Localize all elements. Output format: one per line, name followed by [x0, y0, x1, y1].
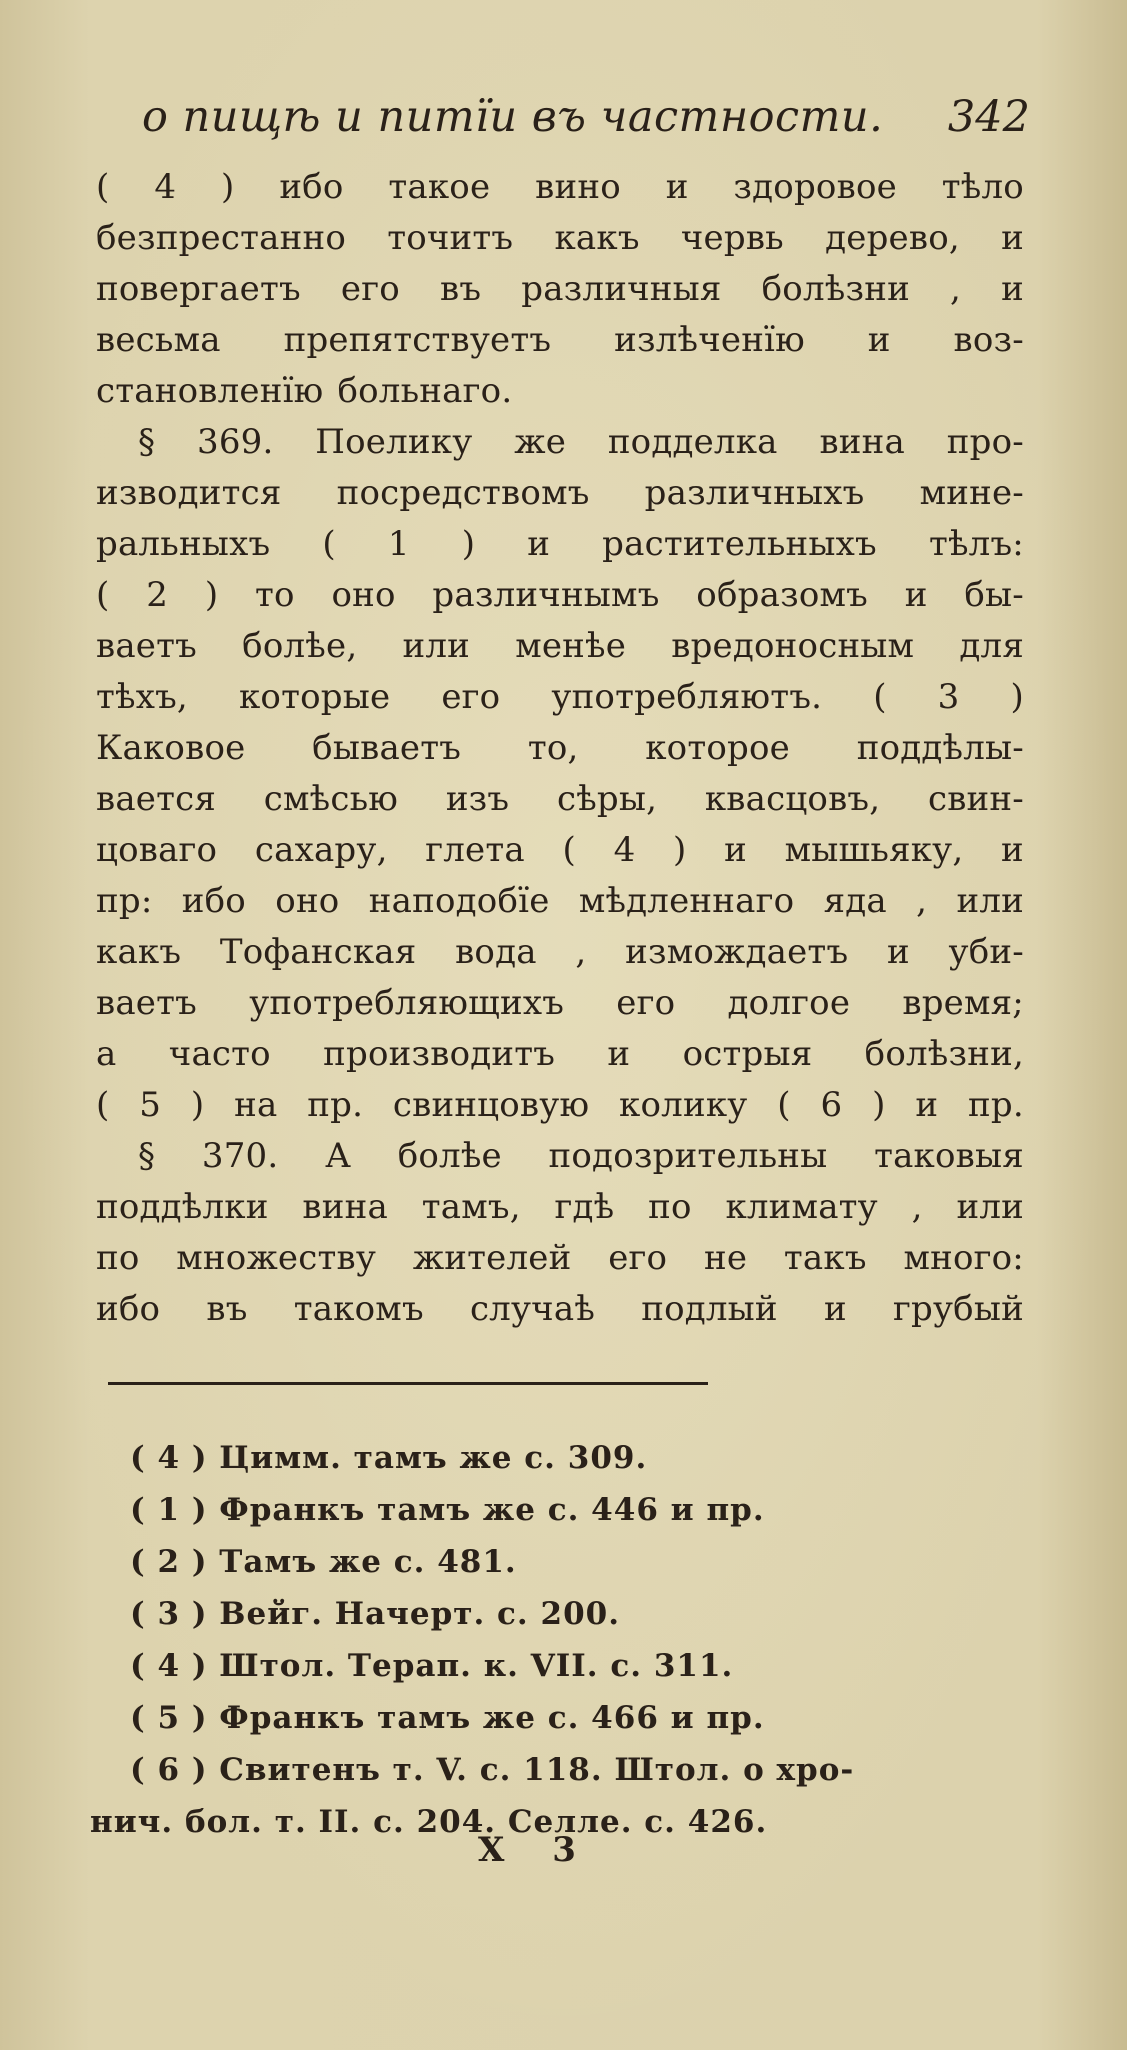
word: по: [96, 1238, 140, 1278]
word: весьма: [96, 320, 221, 360]
word: такомъ: [293, 1289, 424, 1329]
word: и: [665, 167, 689, 207]
word: оно: [331, 575, 396, 615]
word: сѣры,: [556, 779, 658, 819]
word: ральныхъ: [96, 524, 271, 564]
footnote: ( 4 ) Цимм. тамъ же с. 309.: [130, 1440, 648, 1476]
text-line: [96, 519, 1024, 570]
text-line: [96, 1029, 1024, 1080]
word: точитъ: [387, 218, 514, 258]
word: менѣе: [515, 626, 627, 666]
word: вредоносным: [671, 626, 915, 666]
word: пр.: [968, 1085, 1024, 1125]
word: ): [872, 1085, 886, 1125]
word: §: [138, 1136, 156, 1176]
text-line: [96, 621, 1024, 672]
word: болѣе,: [242, 626, 358, 666]
word: ): [204, 575, 219, 615]
word: ,: [950, 269, 962, 309]
word: или: [956, 881, 1024, 921]
word: ,: [575, 932, 587, 972]
word: болѣе: [397, 1136, 502, 1176]
word: и: [1001, 830, 1024, 870]
word: глета: [425, 830, 525, 870]
word: ибо: [279, 167, 344, 207]
word: Поелику: [315, 422, 473, 462]
word: излѣченїю: [614, 320, 805, 360]
word: вино: [535, 167, 621, 207]
word: такое: [388, 167, 491, 207]
word: здоровое: [733, 167, 897, 207]
word: его: [608, 1238, 668, 1278]
word: образомъ: [696, 575, 868, 615]
word: различныя: [521, 269, 722, 309]
word: препятствуетъ: [283, 320, 552, 360]
word: или: [956, 1187, 1024, 1227]
word: или: [402, 626, 471, 666]
word: ваетъ: [96, 626, 197, 666]
word: и: [1001, 269, 1024, 309]
footnote: ( 5 ) Франкъ тамъ же с. 466 и пр.: [130, 1700, 765, 1736]
text-line: [96, 1080, 1024, 1131]
text-line: [96, 417, 1024, 468]
word: (: [96, 575, 110, 615]
word: пр:: [96, 881, 153, 921]
word: и: [823, 1289, 847, 1329]
word: подделка: [607, 422, 778, 462]
word: посредствомъ: [336, 473, 590, 513]
word: наподобїе: [368, 881, 550, 921]
text-line: [96, 1284, 1024, 1335]
word: по: [648, 1187, 692, 1227]
word: воз-: [953, 320, 1024, 360]
word: вода: [455, 932, 537, 972]
word: 4: [154, 167, 177, 207]
text-line: [96, 366, 1024, 417]
page-number: 342: [947, 92, 1030, 142]
footnote-separator: [108, 1382, 708, 1385]
word: его: [616, 983, 676, 1023]
word: (: [562, 830, 576, 870]
word: Каковое: [96, 728, 246, 768]
word: 1: [387, 524, 410, 564]
word: различнымъ: [432, 575, 660, 615]
text-line: [96, 672, 1024, 723]
word: ): [461, 524, 476, 564]
word: цоваго: [96, 830, 218, 870]
word: производитъ: [323, 1034, 556, 1074]
word: безпрестанно: [96, 218, 346, 258]
word: вина: [302, 1187, 388, 1227]
word: изводится: [96, 473, 282, 513]
word: тѣлъ:: [928, 524, 1024, 564]
word: и: [724, 830, 748, 870]
word: Тофанская: [219, 932, 417, 972]
word: про-: [946, 422, 1024, 462]
word: болѣзни: [761, 269, 910, 309]
word: грубый: [892, 1289, 1024, 1329]
word: бываетъ: [312, 728, 462, 768]
signature-mark: X 3: [478, 1830, 594, 1870]
text-line: [96, 774, 1024, 825]
word: болѣзни,: [864, 1034, 1024, 1074]
word: вается: [96, 779, 217, 819]
word: острыя: [682, 1034, 813, 1074]
text-line: [96, 1233, 1024, 1284]
running-header: [130, 92, 1030, 162]
word: изъ: [445, 779, 510, 819]
word: въ: [439, 269, 482, 309]
word: мѣдленнаго: [578, 881, 795, 921]
word: колику: [619, 1085, 748, 1125]
footnote: ( 2 ) Тамъ же с. 481.: [130, 1544, 517, 1580]
word: подлый: [641, 1289, 778, 1329]
text-line: [96, 162, 1024, 213]
word: для: [959, 626, 1024, 666]
word: 5: [139, 1085, 162, 1125]
word: 4: [613, 830, 636, 870]
word: А: [325, 1136, 352, 1176]
word: ): [221, 167, 235, 207]
word: ): [190, 1085, 205, 1125]
word: ибо: [96, 1289, 161, 1329]
word: такъ: [783, 1238, 867, 1278]
word: ): [1010, 677, 1024, 717]
word: которое: [645, 728, 790, 768]
word: на: [234, 1085, 278, 1125]
text-line: [96, 1131, 1024, 1182]
word: растительныхъ: [602, 524, 877, 564]
text-line: [96, 1182, 1024, 1233]
word: сахару,: [254, 830, 388, 870]
word: становленїю: [96, 371, 324, 411]
footnote: ( 1 ) Франкъ тамъ же с. 446 и пр.: [130, 1492, 765, 1528]
word: много:: [903, 1238, 1024, 1278]
word: повергаетъ: [96, 269, 301, 309]
word: (: [322, 524, 336, 564]
word: какъ: [554, 218, 640, 258]
word: 369.: [196, 422, 274, 462]
word: ): [673, 830, 687, 870]
word: 2: [146, 575, 169, 615]
word: и: [867, 320, 891, 360]
word: гдѣ: [554, 1187, 615, 1227]
word: 3: [937, 677, 960, 717]
word: 370.: [201, 1136, 279, 1176]
text-line: [96, 315, 1024, 366]
word: и: [1001, 218, 1024, 258]
word: въ: [206, 1289, 248, 1329]
word: а: [96, 1034, 117, 1074]
running-title: о пищѣ и питїи въ частности.: [142, 92, 884, 142]
word: климату: [725, 1187, 878, 1227]
word: какъ: [96, 932, 182, 972]
footnotes: [90, 1432, 1030, 1848]
word: (: [777, 1085, 791, 1125]
word: время;: [902, 983, 1024, 1023]
word: различныхъ: [644, 473, 865, 513]
word: (: [96, 167, 110, 207]
main-text: [96, 162, 1024, 1335]
text-line: [96, 213, 1024, 264]
footnote: ( 4 ) Штол. Терап. к. VII. с. 311.: [130, 1648, 734, 1684]
word: мышьяку,: [784, 830, 964, 870]
word: квасцовъ,: [704, 779, 881, 819]
word: случаѣ: [469, 1289, 596, 1329]
word: употребляютъ.: [551, 677, 823, 717]
word: дерево,: [825, 218, 960, 258]
word: ,: [916, 881, 928, 921]
text-line: [96, 876, 1024, 927]
word: не: [703, 1238, 748, 1278]
word: множеству: [176, 1238, 377, 1278]
word: (: [96, 1085, 110, 1125]
word: которые: [238, 677, 391, 717]
word: вина: [819, 422, 905, 462]
word: мине-: [919, 473, 1024, 513]
word: больнаго.: [337, 371, 513, 411]
footnote-continuation: нич. бол. т. II. с. 204. Селле. с. 426.: [90, 1804, 768, 1840]
word: уби-: [948, 932, 1024, 972]
text-line: [96, 723, 1024, 774]
word: ибо: [181, 881, 246, 921]
text-line: [96, 825, 1024, 876]
word: тамъ,: [421, 1187, 521, 1227]
word: то,: [527, 728, 579, 768]
word: поддѣлки: [96, 1187, 269, 1227]
word: оно: [275, 881, 340, 921]
word: яда: [823, 881, 887, 921]
text-line: [96, 264, 1024, 315]
text-line: [96, 927, 1024, 978]
footnote: ( 3 ) Вейг. Начерт. с. 200.: [130, 1596, 621, 1632]
word: (: [873, 677, 887, 717]
word: таковыя: [874, 1136, 1024, 1176]
word: измождаетъ: [625, 932, 849, 972]
word: его: [441, 677, 501, 717]
word: тѣхъ,: [96, 677, 188, 717]
word: долгое: [727, 983, 851, 1023]
word: часто: [168, 1034, 271, 1074]
word: 6: [820, 1085, 843, 1125]
word: ваетъ: [96, 983, 197, 1023]
word: и: [915, 1085, 939, 1125]
word: подозрительны: [548, 1136, 828, 1176]
text-line: [96, 570, 1024, 621]
text-line: [96, 468, 1024, 519]
word: же: [514, 422, 567, 462]
word: и: [607, 1034, 631, 1074]
word: свин-: [927, 779, 1024, 819]
word: смѣсью: [263, 779, 399, 819]
word: жителей: [412, 1238, 572, 1278]
word: и: [904, 575, 928, 615]
word: поддѣлы-: [856, 728, 1024, 768]
word: употребляющихъ: [249, 983, 565, 1023]
word: ,: [911, 1187, 923, 1227]
word: его: [340, 269, 400, 309]
word: свинцовую: [392, 1085, 590, 1125]
word: и: [886, 932, 910, 972]
word: бы-: [964, 575, 1024, 615]
word: тѣло: [941, 167, 1024, 207]
word: червь: [680, 218, 784, 258]
word: пр.: [307, 1085, 364, 1125]
word: и: [527, 524, 551, 564]
word: §: [138, 422, 156, 462]
footnote: ( 6 ) Свитенъ т. V. с. 118. Штол. о хро-: [130, 1752, 855, 1788]
word: то: [255, 575, 295, 615]
text-line: [96, 978, 1024, 1029]
